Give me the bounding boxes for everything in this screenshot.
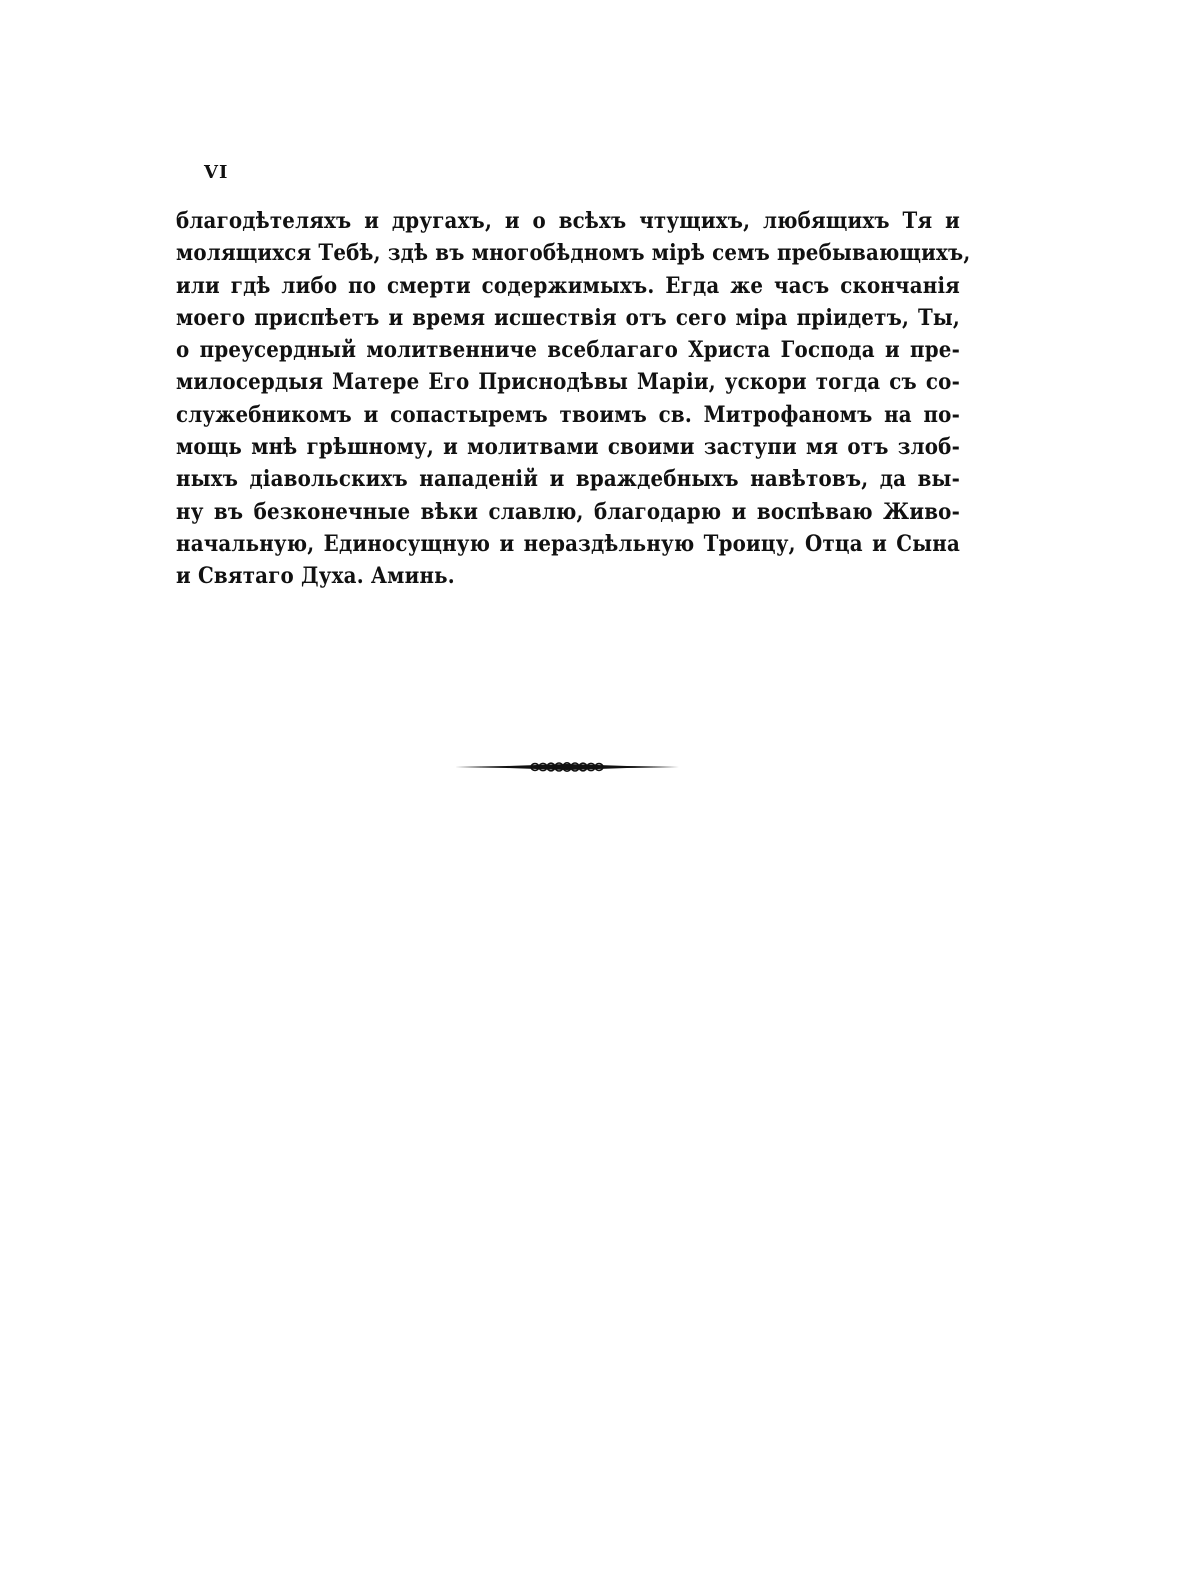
body-text	[176, 205, 971, 593]
text-line: о преусердный молитвенниче всеблагаго Христа Господа и пре-	[176, 337, 960, 364]
text-line: моего приспѣетъ и время исшествія отъ сего міра пріидетъ, Ты,	[176, 304, 960, 331]
text-line: служебникомъ и сопастыремъ твоимъ св. Митрофаномъ на по-	[176, 401, 960, 428]
text-line: и Святаго Духа. Аминь.	[176, 563, 455, 590]
text-line: ну въ безконечные вѣки славлю, благодарю и воспѣваю Живо-	[176, 498, 960, 525]
text-line: начальную, Единосущную и нераздѣльную Троицу, Отца и Сына	[176, 530, 960, 557]
text-line: ныхъ діавольскихъ нападеній и враждебныхъ навѣтовъ, да вы-	[176, 466, 960, 493]
page-number: VI	[204, 162, 229, 183]
text-line: мощь мнѣ грѣшному, и молитвами своими заступи мя отъ злоб-	[176, 434, 960, 461]
text-line: или гдѣ либо по смерти содержимыхъ. Егда же часъ скончанія	[176, 272, 960, 299]
text-line: благодѣтеляхъ и другахъ, и о всѣхъ чтущихъ, любящихъ Тя и	[176, 208, 960, 234]
tailpiece-ornament-icon	[455, 756, 679, 778]
text-line: милосердыя Матере Его Приснодѣвы Маріи, ускори тогда съ со-	[176, 369, 960, 396]
text-line: молящихся Тебѣ, здѣ въ многобѣдномъ мірѣ семъ пребывающихъ,	[176, 240, 971, 267]
